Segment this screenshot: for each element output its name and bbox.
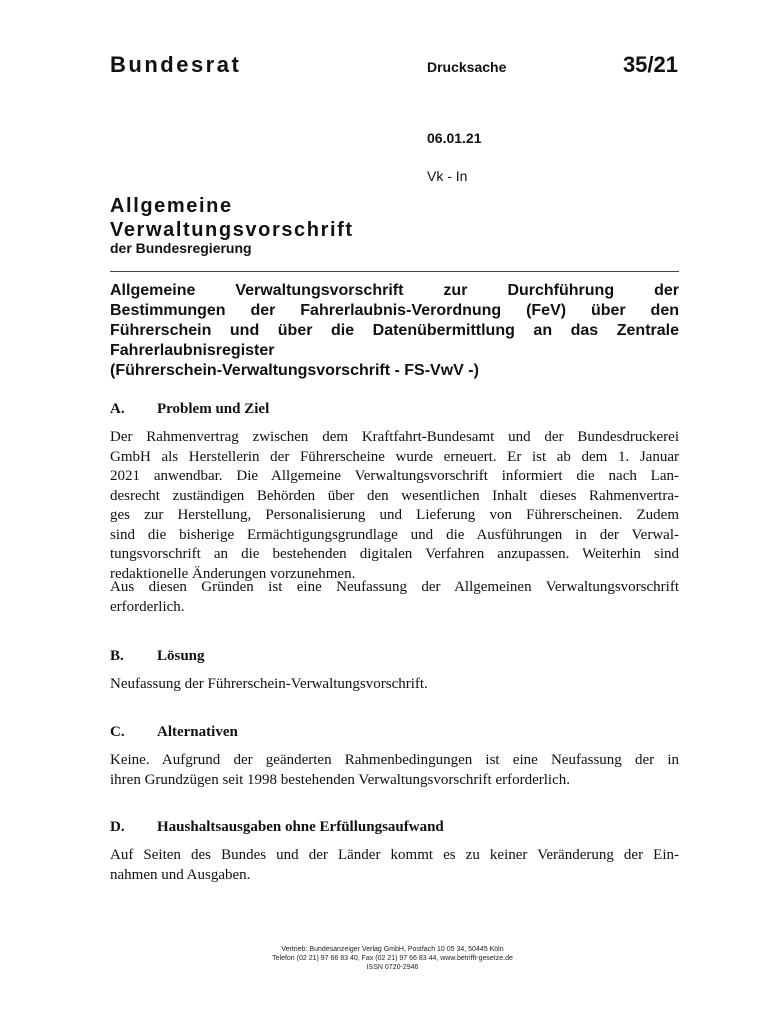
main-title-line: Allgemeine Verwaltungsvorschrift zur Durchführung der [110, 282, 679, 299]
text-line: ihren Grundzügen seit 1998 bestehenden Verwaltungsvorschrift erforderlich. [110, 771, 570, 788]
main-title-line: (Führerschein-Verwaltungsvorschrift - FS-VwV -) [110, 362, 479, 379]
section-b-heading [110, 648, 205, 665]
document-date: 06.01.21 [427, 130, 482, 146]
text-line: Der Rahmenvertrag zwischen dem Kraftfahrt-Bundesamt und der Bundesdruckerei [110, 429, 679, 445]
text-line: Auf Seiten des Bundes und der Länder kommt es zu keiner Veränderung der Ein- [110, 847, 679, 863]
section-letter: C. [110, 724, 125, 740]
text-line: erforderlich. [110, 598, 185, 615]
text-line: 2021 anwendbar. Die Allgemeine Verwaltungsvorschrift informiert die nach Lan- [110, 468, 679, 484]
text-line: nahmen und Ausgaben. [110, 866, 251, 883]
footer-contact: Telefon (02 21) 97 66 83 40, Fax (02 21) 97 66 83 44, www.betrifft-gesetze.de [272, 955, 513, 962]
document-type-line-2: Verwaltungsvorschrift [110, 219, 354, 241]
title-divider [110, 271, 679, 272]
publisher-footer [0, 945, 770, 972]
document-type-line-1: Allgemeine [110, 195, 233, 217]
section-d-paragraph [110, 846, 679, 885]
main-title [110, 281, 679, 381]
text-line: Neufassung der Führerschein-Verwaltungsvorschrift. [110, 676, 428, 692]
footer-distribution: Vertrieb: Bundesanzeiger Verlag GmbH, Postfach 10 05 34, 50445 Köln [281, 946, 504, 953]
section-b-paragraph [110, 675, 679, 695]
main-title-line: Fahrerlaubnisregister [110, 342, 275, 359]
section-d-heading [110, 819, 444, 836]
footer-issn: ISSN 0720-2946 [366, 964, 419, 971]
section-letter: B. [110, 648, 124, 664]
text-line: redaktionelle Änderungen vorzunehmen. [110, 565, 356, 582]
document-reference: Vk - In [427, 168, 468, 184]
text-line: Aus diesen Gründen ist eine Neufassung der Allgemeinen Verwaltungsvorschrift [110, 579, 679, 595]
section-title: Problem und Ziel [157, 401, 270, 417]
section-title: Haushaltsausgaben ohne Erfüllungsaufwand [157, 819, 444, 835]
section-title: Alternativen [157, 724, 238, 740]
main-title-line: Bestimmungen der Fahrerlaubnis-Verordnung (FeV) über den [110, 302, 679, 319]
section-letter: A. [110, 401, 125, 417]
section-letter: D. [110, 819, 125, 835]
text-line: Keine. Aufgrund der geänderten Rahmenbedingungen ist eine Neufassung der in [110, 752, 679, 768]
document-issuer: der Bundesregierung [110, 240, 252, 256]
document-label: Drucksache [427, 59, 507, 75]
section-title: Lösung [157, 648, 205, 664]
text-line: sind die bisherige Ermächtigungsgrundlage und die Ausführungen in der Verwal- [110, 526, 679, 543]
section-a-heading [110, 401, 269, 418]
main-title-line: Führerschein und über die Datenübermittlung an das Zentrale [110, 322, 679, 339]
section-c-heading [110, 724, 238, 741]
text-line: desrecht zuständigen Behörden über den wesentlichen Inhalt dieses Rahmenvertra- [110, 487, 679, 504]
document-type [110, 194, 354, 242]
section-c-paragraph [110, 751, 679, 790]
institution-name: Bundesrat [110, 52, 242, 77]
text-line: ges zur Herstellung, Personalisierung und Lieferung von Führerscheinen. Zudem [110, 507, 679, 523]
text-line: GmbH als Herstellerin der Führerscheine wurde erneuert. Er ist ab dem 1. Januar [110, 448, 679, 465]
text-line: tungsvorschrift an die bestehenden digitalen Verfahren anzupassen. Weiterhin sind [110, 546, 679, 562]
section-a-paragraph-2 [110, 578, 679, 617]
document-number: 35/21 [622, 52, 678, 77]
section-a-paragraph-1 [110, 428, 679, 584]
